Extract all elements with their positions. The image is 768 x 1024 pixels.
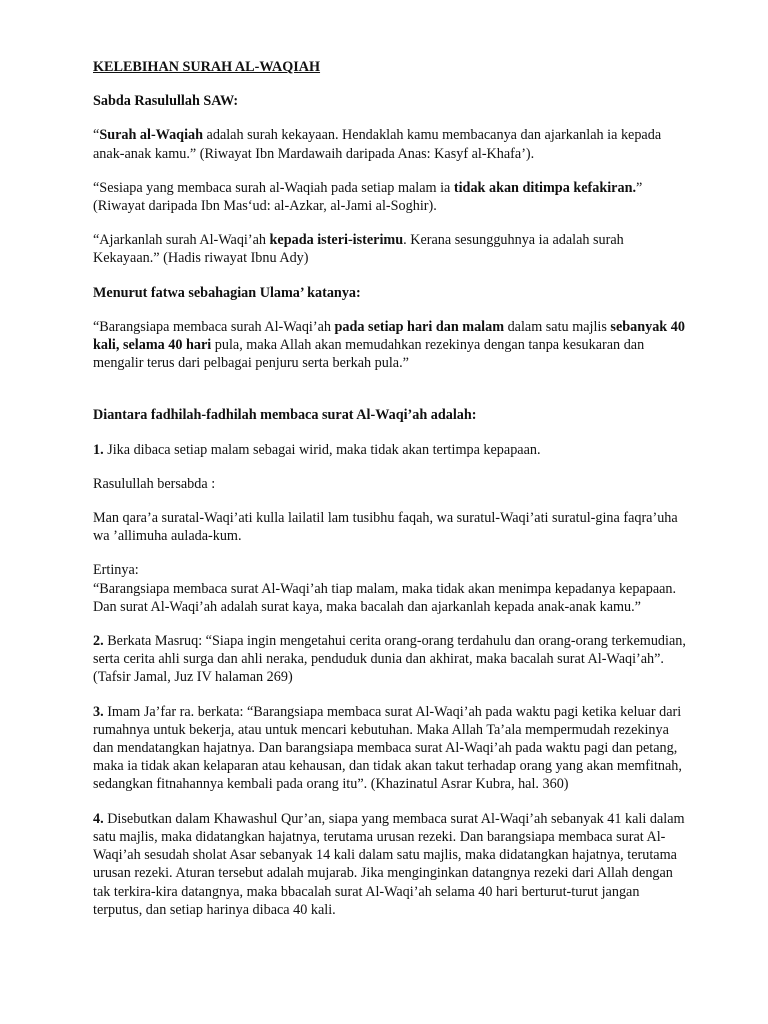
hadith-2-bold: tidak akan ditimpa kefakiran. [453, 179, 637, 196]
fadhilah-item-1: 1. Jika dibaca setiap malam sebagai wirid, maka tidak akan tertimpa kepapaan. [93, 441, 541, 458]
ertinya-label: Ertinya: [93, 562, 139, 579]
section-heading-fadhilah: Diantara fadhilah-fadhilah membaca surat Al-Waqi’ah adalah: [93, 407, 477, 424]
hadith-1-bold: Surah al-Waqiah [99, 127, 203, 144]
section-heading-fatwa: Menurut fatwa sebahagian Ulama’ katanya: [93, 284, 361, 301]
fadhilah-item-3: 3. Imam Ja’far ra. berkata: “Barangsiapa membaca surat Al-Waqi’ah pada waktu pagi ketika keluar dari rumahnya untuk bekerja, atau untuk mencari kebutuhan. Maka Allah Ta’ala mempermudah rezekinya dan mendatangkan hajatnya. Dan barangsiapa membaca surat Al-Waqi’ah pada waktu pagi dan petang, maka ia tidak akan kelaparan atau kehausan, dan tidak akan takut terhadap orang yang akan memfitnah, sedangkan fitnahannya kembali pada orang itu”. (Khazinatul Asrar Kubra, hal. 360) [93, 703, 682, 793]
section-heading-sabda: Sabda Rasulullah SAW: [93, 93, 239, 110]
ertinya-text: “Barangsiapa membaca surat Al-Waqi’ah tiap malam, maka tidak akan menimpa kepadanya kepapaan. Dan surat Al-Waqi’ah adalah surat kaya, maka bacalah dan ajarkanlah kepada anak-anak kamu.” [93, 580, 677, 615]
fatwa-paragraph: “Barangsiapa membaca surah Al-Waqi’ah pada setiap hari dan malam dalam satu majlis sebanyak 40 kali, selama 40 hari pula, maka Allah akan memudahkan rezekinya dengan tanpa kesukaran dan mengalir terus dari pelbagai penjuru serta berkah pula.” [93, 318, 685, 372]
fadhilah-item-2: 2. Berkata Masruq: “Siapa ingin mengetahui cerita orang-orang terdahulu dan orang-orang terkemudian, serta cerita ahli surga dan ahli neraka, penduduk dunia dan akhirat, maka bacalah surat Al-Waqi’ah”. (Tafsir Jamal, Juz IV halaman 269) [93, 633, 686, 686]
hadith-1: “Surah al-Waqiah adalah surah kekayaan. Hendaklah kamu membacanya dan ajarkanlah ia kepada anak-anak kamu.” (Riwayat Ibn Mardawaih daripada Anas: Kasyf al-Khafa’). [93, 127, 662, 162]
fadhilah-item-4: 4. Disebutkan dalam Khawashul Qur’an, siapa yang membaca surat Al-Waqi’ah sebanyak 41 kali dalam satu majlis, maka didatangkan hajatnya, terutama urusan rezeki. Dan barangsiapa membaca surat Al-Waqi’ah sesudah sholat Asar sebanyak 14 kali dalam satu majlis, maka didatangkan hajatnya, terutama urusan rezeki. Aturan tersebut adalah mujarab. Jika menginginkan datangnya rezeki dari Allah dengan tak terkira-kira datangnya, maka bbacalah surat Al-Waqi’ah selama 40 hari berturut-turut jangan terputus, dan setiap harinya dibaca 40 kali. [93, 810, 685, 918]
hadith-3: “Ajarkanlah surah Al-Waqi’ah kepada isteri-isterimu. Kerana sesungguhnya ia adalah surah Kekayaan.” (Hadis riwayat Ibnu Ady) [93, 232, 624, 267]
hadith-2: “Sesiapa yang membaca surah al-Waqiah pada setiap malam ia tidak akan ditimpa kefakiran.” (Riwayat daripada Ibn Mas‘ud: al-Azkar, al-Jami al-Soghir). [93, 179, 643, 215]
document-title: KELEBIHAN SURAH AL-WAQIAH [93, 59, 321, 75]
transliteration: Man qara’a suratal-Waqi’ati kulla lailatil lam tusibhu faqah, wa suratul-Waqi’ati suratul-gina faqra’uha wa ’allimuha aulada-kum. [93, 510, 678, 545]
rasulullah-bersabda: Rasulullah bersabda : [93, 475, 216, 492]
hadith-3-bold: kepada isteri-isterimu [269, 232, 404, 249]
